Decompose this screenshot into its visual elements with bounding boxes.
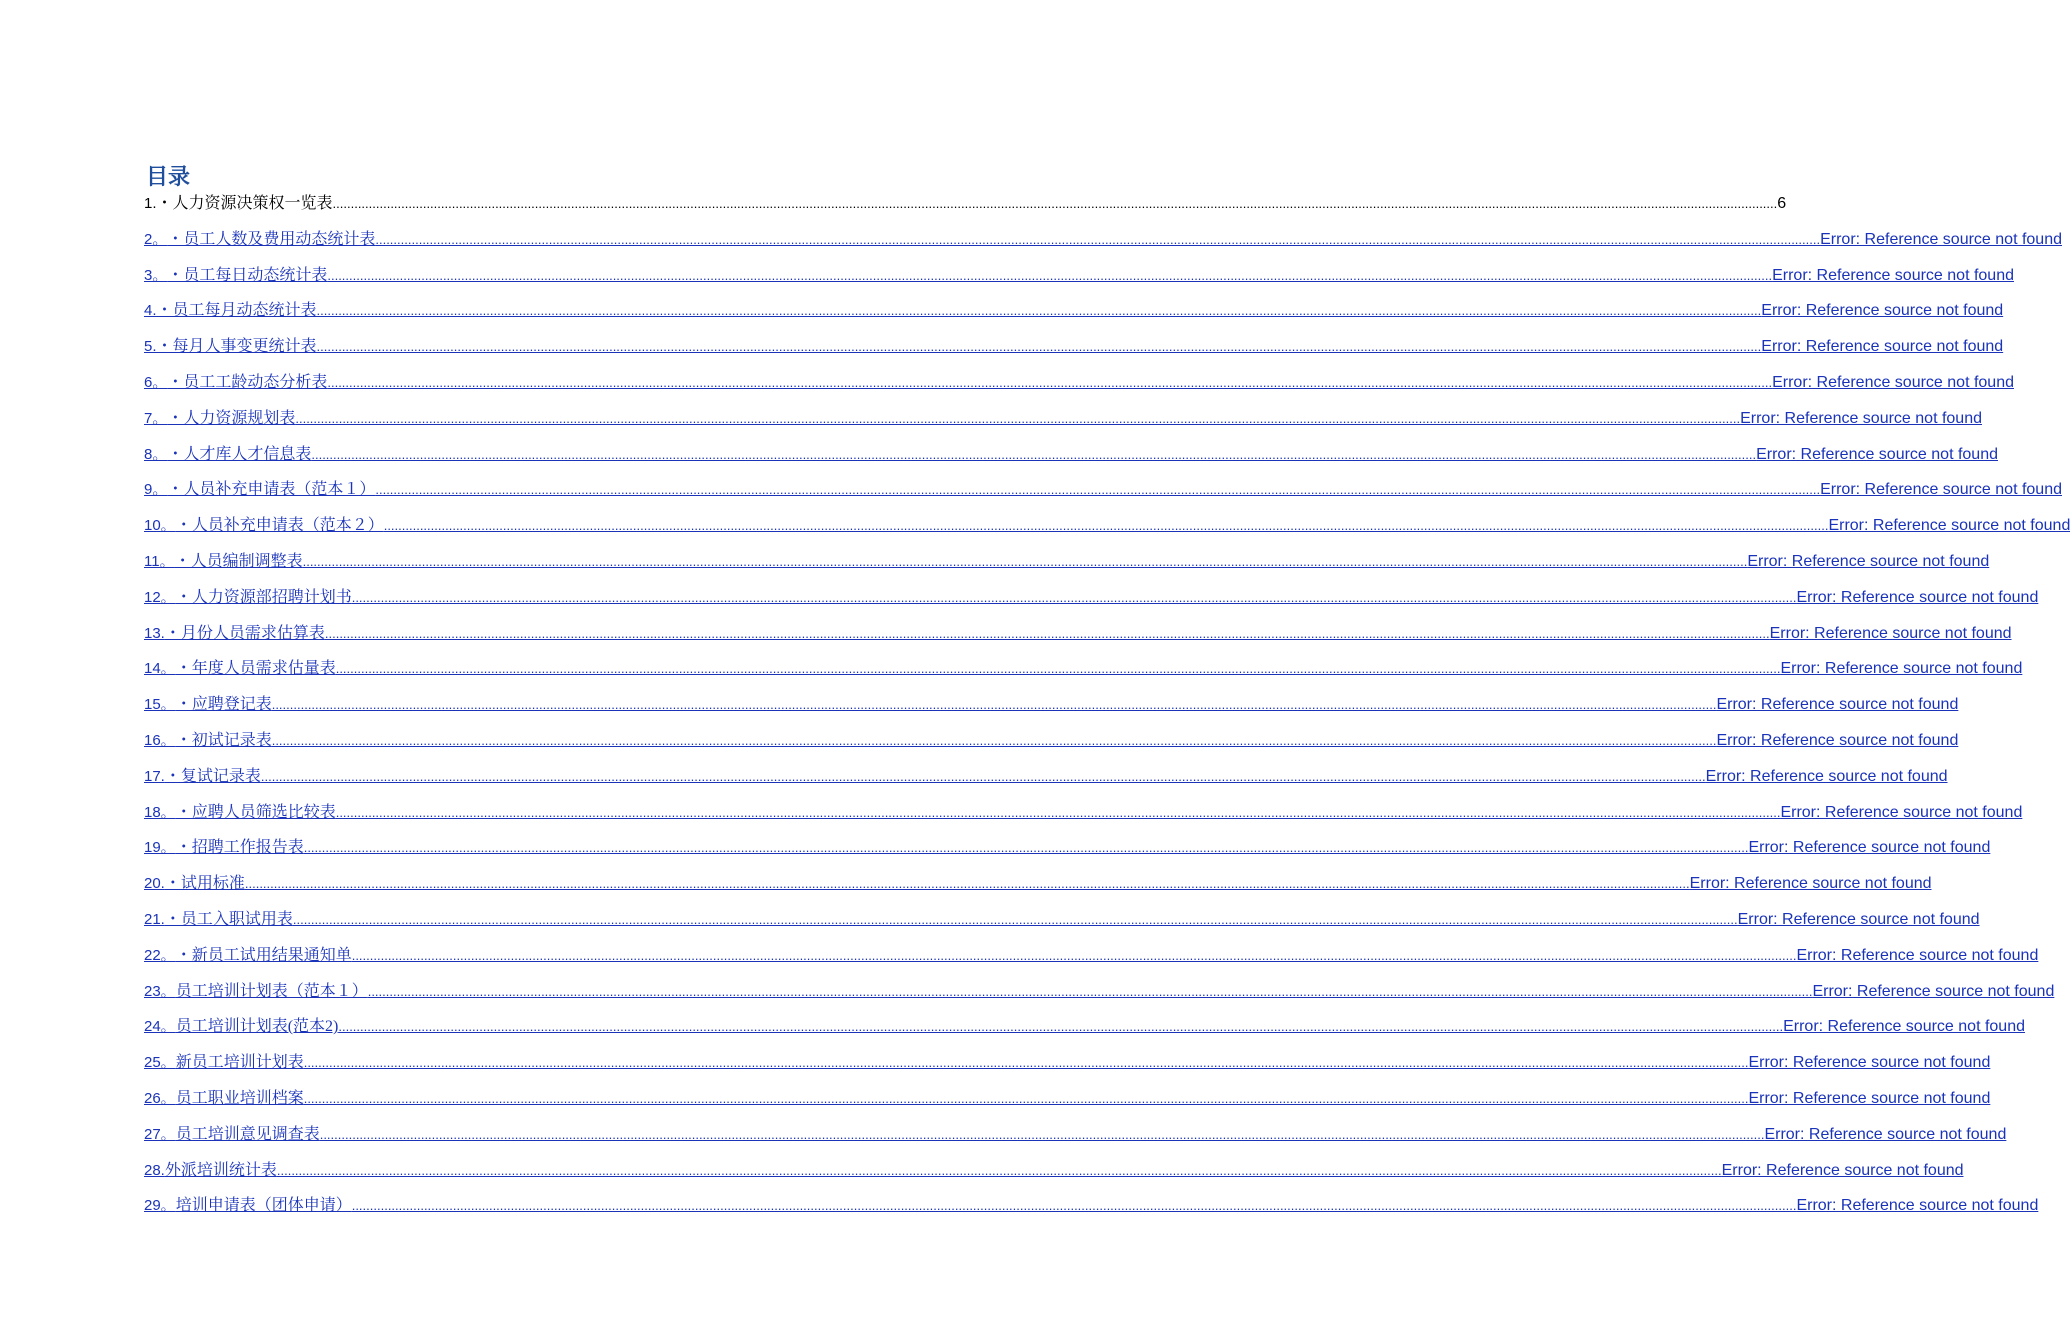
- toc-entry-number: 27。: [144, 1125, 176, 1143]
- toc-leader-dots: ................................................................................................................................................................................................................................................................................................................................................................................................................: [271, 697, 1717, 713]
- toc-entry[interactable]: [144, 1013, 2025, 1049]
- toc-leader-dots: ................................................................................................................................................................................................................................................................................................................................................................................................................: [332, 196, 1778, 211]
- toc-entry-page: Error: Reference source not found: [1812, 982, 2055, 1000]
- toc-entry-number: 26。: [144, 1089, 176, 1107]
- toc-entry-page: Error: Reference source not found: [1820, 481, 2062, 499]
- toc-entry[interactable]: [144, 763, 1948, 799]
- toc-entry-number: 8。: [144, 445, 168, 463]
- toc-entry[interactable]: [144, 1049, 1991, 1085]
- toc-entry-number: 6。: [144, 373, 168, 391]
- toc-entry-number: 23。: [144, 982, 176, 1000]
- toc-entry-title: ・人员编制调整表: [174, 552, 303, 570]
- toc-entry-number: 24。: [144, 1018, 176, 1036]
- toc-entry-title: 新员工培训计划表: [175, 1054, 304, 1072]
- toc-entry-title: ・初试记录表: [175, 731, 272, 749]
- toc-entry-title: ・员工工龄动态分析表: [167, 373, 328, 391]
- toc-entry-title: 外派培训统计表: [164, 1161, 277, 1179]
- toc-entry-title: ・新员工试用结果通知单: [175, 946, 352, 964]
- toc-entry-number: 28.: [144, 1161, 165, 1179]
- toc-entry-page: Error: Reference source not found: [1796, 1197, 2039, 1215]
- toc-leader-dots: ................................................................................................................................................................................................................................................................................................................................................................................................................: [327, 267, 1773, 283]
- toc-entry[interactable]: [144, 1121, 2007, 1157]
- toc-leader-dots: ................................................................................................................................................................................................................................................................................................................................................................................................................: [351, 947, 1797, 963]
- toc-leader-dots: ................................................................................................................................................................................................................................................................................................................................................................................................................: [319, 1126, 1765, 1142]
- toc-leader-dots: ................................................................................................................................................................................................................................................................................................................................................................................................................: [316, 339, 1762, 355]
- toc-entry-number: 7。: [144, 409, 168, 427]
- toc-leader-dots: ................................................................................................................................................................................................................................................................................................................................................................................................................: [335, 804, 1781, 820]
- toc-entry-page: Error: Reference source not found: [1737, 910, 1980, 928]
- toc-entry-page: Error: Reference source not found: [1780, 803, 2023, 821]
- toc-entry-number: 16。: [144, 731, 176, 749]
- toc-entry-number: 19。: [144, 839, 176, 857]
- toc-entry-title: ・人员补充申请表（范本２）: [175, 517, 384, 535]
- toc-entry-page: Error: Reference source not found: [1761, 302, 2004, 320]
- toc-entry-page: Error: Reference source not found: [1772, 266, 2014, 284]
- toc-entry-title: 员工职业培训档案: [175, 1089, 304, 1107]
- toc-entry-title: ・年度人员需求估量表: [175, 660, 336, 678]
- toc-leader-dots: ................................................................................................................................................................................................................................................................................................................................................................................................................: [335, 661, 1781, 677]
- toc-entry-title: ・人员补充申请表（范本１）: [167, 481, 376, 499]
- toc-entry-page: Error: Reference source not found: [1772, 373, 2014, 391]
- toc-entry-title: ・员工入职试用表: [164, 910, 293, 928]
- toc-entry-number: 20.: [144, 875, 165, 893]
- toc-entry[interactable]: [144, 297, 2004, 333]
- toc-entry-page: Error: Reference source not found: [1748, 1089, 1991, 1107]
- toc-entry-page: Error: Reference source not found: [1756, 445, 1998, 463]
- toc-entry-number: 11。: [144, 552, 175, 570]
- toc-entry-page: 6: [1777, 195, 1787, 212]
- toc-entry[interactable]: [144, 262, 2014, 298]
- toc-entry-page: Error: Reference source not found: [1748, 839, 1991, 857]
- toc-entry: [144, 190, 1787, 226]
- toc-entry-number: 4.: [144, 302, 157, 320]
- toc-entry[interactable]: [144, 441, 1998, 477]
- toc-entry[interactable]: [144, 942, 2039, 978]
- toc-entry-title: 员工培训计划表（范本１）: [175, 982, 368, 1000]
- toc-entry-number: 21.: [144, 910, 165, 928]
- toc-entry[interactable]: [144, 691, 1959, 727]
- toc-entry-title: 员工培训意见调查表: [175, 1125, 320, 1143]
- toc-entry-title: ・人力资源部招聘计划书: [175, 588, 352, 606]
- toc-entry-number: 9。: [144, 481, 168, 499]
- toc-leader-dots: ................................................................................................................................................................................................................................................................................................................................................................................................................: [260, 768, 1706, 784]
- toc-entry-page: Error: Reference source not found: [1783, 1018, 2025, 1036]
- toc-entry-title: ・试用标准: [164, 875, 245, 893]
- toc-entry-title: 培训申请表（团体申请）: [175, 1197, 352, 1215]
- toc-entry-title: ・复试记录表: [164, 767, 261, 785]
- toc-leader-dots: ................................................................................................................................................................................................................................................................................................................................................................................................................: [303, 1055, 1749, 1071]
- toc-entry-page: Error: Reference source not found: [1828, 517, 2070, 535]
- toc-leader-dots: ................................................................................................................................................................................................................................................................................................................................................................................................................: [311, 446, 1757, 462]
- toc-leader-dots: ................................................................................................................................................................................................................................................................................................................................................................................................................: [375, 231, 1821, 247]
- toc-entry[interactable]: [144, 727, 1959, 763]
- toc-entry-number: 15。: [144, 696, 176, 714]
- toc-entry-title: ・员工每日动态统计表: [167, 266, 328, 284]
- toc-entry-page: Error: Reference source not found: [1796, 588, 2039, 606]
- toc-entry-page: Error: Reference source not found: [1716, 731, 1959, 749]
- toc-entry-number: 12。: [144, 588, 176, 606]
- toc-entry-number: 14。: [144, 660, 176, 678]
- toc-leader-dots: ................................................................................................................................................................................................................................................................................................................................................................................................................: [324, 625, 1770, 641]
- toc-entry[interactable]: [144, 906, 1980, 942]
- toc-entry[interactable]: [144, 870, 1932, 906]
- toc-entry-number: 3。: [144, 266, 168, 284]
- toc-entry-number: 29。: [144, 1197, 176, 1215]
- toc-leader-dots: ................................................................................................................................................................................................................................................................................................................................................................................................................: [303, 840, 1749, 856]
- toc-entry-title: ・员工人数及费用动态统计表: [167, 230, 376, 248]
- toc-leader-dots: ................................................................................................................................................................................................................................................................................................................................................................................................................: [276, 1162, 1722, 1178]
- toc-entry[interactable]: [144, 333, 2004, 369]
- toc-leader-dots: ................................................................................................................................................................................................................................................................................................................................................................................................................: [292, 911, 1738, 927]
- toc-leader-dots: ................................................................................................................................................................................................................................................................................................................................................................................................................: [295, 410, 1741, 426]
- toc-leader-dots: ................................................................................................................................................................................................................................................................................................................................................................................................................: [271, 732, 1717, 748]
- toc-entry[interactable]: [144, 799, 2023, 835]
- toc-entry-page: Error: Reference source not found: [1780, 660, 2023, 678]
- toc-entry[interactable]: [144, 655, 2023, 691]
- toc-entry[interactable]: [144, 834, 1991, 870]
- toc-entry-page: Error: Reference source not found: [1740, 409, 1982, 427]
- toc-leader-dots: ................................................................................................................................................................................................................................................................................................................................................................................................................: [327, 374, 1773, 390]
- toc-entry-page: Error: Reference source not found: [1747, 552, 1990, 570]
- toc-entry-title: ・应聘登记表: [175, 696, 272, 714]
- toc-leader-dots: ................................................................................................................................................................................................................................................................................................................................................................................................................: [351, 589, 1797, 605]
- table-of-contents: [144, 190, 2070, 1228]
- toc-entry[interactable]: [144, 584, 2039, 620]
- toc-entry[interactable]: [144, 226, 2062, 262]
- toc-leader-dots: ................................................................................................................................................................................................................................................................................................................................................................................................................: [383, 518, 1829, 534]
- toc-entry[interactable]: [144, 476, 2062, 512]
- toc-entry-number: 13.: [144, 624, 165, 642]
- toc-entry-page: Error: Reference source not found: [1748, 1054, 1991, 1072]
- toc-entry[interactable]: [144, 369, 2014, 405]
- toc-entry-number: 25。: [144, 1054, 176, 1072]
- toc-leader-dots: ................................................................................................................................................................................................................................................................................................................................................................................................................: [244, 876, 1690, 892]
- toc-entry-page: Error: Reference source not found: [1689, 875, 1932, 893]
- toc-entry-number: 18。: [144, 803, 176, 821]
- toc-entry-title: 员工培训计划表(范本2): [175, 1018, 339, 1036]
- toc-entry[interactable]: [144, 512, 2070, 548]
- toc-entry-number: 1.: [144, 195, 157, 212]
- toc-entry[interactable]: [144, 1157, 1964, 1193]
- toc-entry-number: 10。: [144, 517, 176, 535]
- toc-title: 目录: [146, 165, 191, 190]
- toc-entry[interactable]: [144, 978, 2055, 1014]
- toc-entry-page: Error: Reference source not found: [1769, 624, 2012, 642]
- toc-entry-title: ・人才库人才信息表: [167, 445, 312, 463]
- toc-entry-number: 17.: [144, 767, 165, 785]
- toc-entry[interactable]: [144, 548, 1990, 584]
- toc-entry-title: ・应聘人员筛选比较表: [175, 803, 336, 821]
- toc-entry[interactable]: [144, 1085, 1991, 1121]
- toc-entry-title: ・每月人事变更统计表: [156, 338, 317, 356]
- toc-entry-number: 22。: [144, 946, 176, 964]
- toc-leader-dots: ................................................................................................................................................................................................................................................................................................................................................................................................................: [375, 482, 1821, 498]
- toc-entry-title: ・人力资源规划表: [167, 409, 296, 427]
- toc-entry-number: 2。: [144, 230, 168, 248]
- toc-entry-number: 5.: [144, 338, 157, 356]
- toc-leader-dots: ................................................................................................................................................................................................................................................................................................................................................................................................................: [302, 553, 1748, 569]
- toc-leader-dots: ................................................................................................................................................................................................................................................................................................................................................................................................................: [316, 303, 1762, 319]
- toc-entry-page: Error: Reference source not found: [1796, 946, 2039, 964]
- toc-entry-page: Error: Reference source not found: [1716, 696, 1959, 714]
- toc-entry-title: ・人力资源决策权一览表: [156, 195, 333, 212]
- toc-entry[interactable]: [144, 405, 1982, 441]
- toc-leader-dots: ................................................................................................................................................................................................................................................................................................................................................................................................................: [367, 983, 1813, 999]
- toc-leader-dots: ................................................................................................................................................................................................................................................................................................................................................................................................................: [351, 1198, 1797, 1214]
- toc-entry-title: ・招聘工作报告表: [175, 839, 304, 857]
- toc-entry[interactable]: [144, 620, 2012, 656]
- toc-entry-title: ・员工每月动态统计表: [156, 302, 317, 320]
- toc-entry-page: Error: Reference source not found: [1820, 230, 2062, 248]
- toc-leader-dots: ................................................................................................................................................................................................................................................................................................................................................................................................................: [338, 1019, 1784, 1035]
- toc-leader-dots: ................................................................................................................................................................................................................................................................................................................................................................................................................: [303, 1090, 1749, 1106]
- toc-entry-page: Error: Reference source not found: [1761, 338, 2004, 356]
- toc-entry-page: Error: Reference source not found: [1705, 767, 1948, 785]
- toc-entry-page: Error: Reference source not found: [1721, 1161, 1964, 1179]
- toc-entry-title: ・月份人员需求估算表: [164, 624, 325, 642]
- toc-entry-page: Error: Reference source not found: [1764, 1125, 2007, 1143]
- toc-entry[interactable]: [144, 1192, 2039, 1228]
